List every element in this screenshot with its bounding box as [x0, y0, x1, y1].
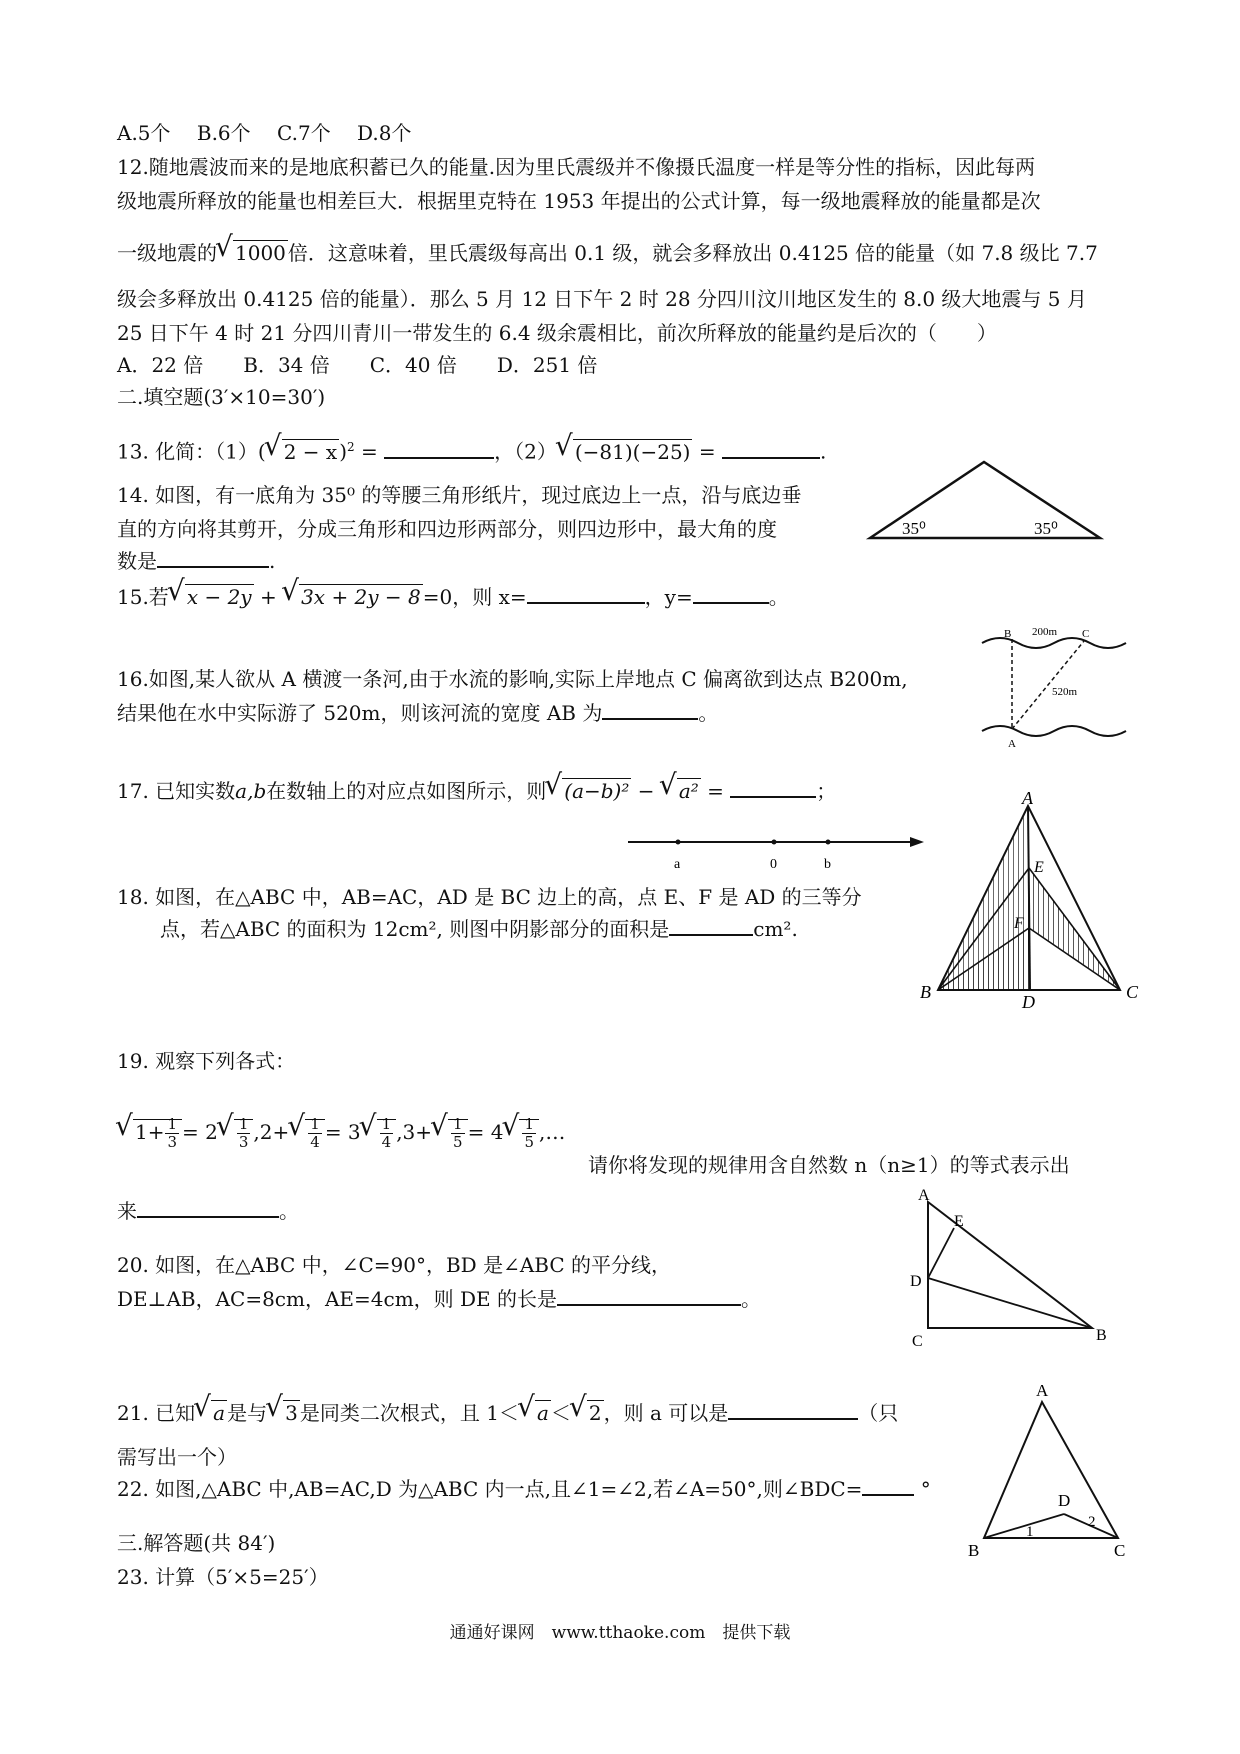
q19-c3: = 4 — [467, 1120, 504, 1144]
q20-fig-a: A — [918, 1187, 930, 1204]
q19-d3b: 5 — [524, 1133, 534, 1151]
q18-figure-triangle — [918, 788, 1148, 1012]
q15-blank-x[interactable] — [527, 584, 645, 604]
q19-frac2 — [308, 1116, 322, 1151]
q17-sqrt1-content: (a−b)² — [564, 779, 630, 803]
q17-post: 在数轴上的对应点如图所示，则 — [266, 779, 547, 803]
q16-blank[interactable] — [602, 700, 698, 720]
q19-line3-text: 来 — [117, 1199, 137, 1223]
q18-line2-pre: 点，若△ABC 的面积为 12cm², 则图中阴影部分的面积是 — [160, 917, 670, 941]
q21-sqrt-a — [197, 1398, 227, 1428]
q12-line1: 12.随地震波而来的是地底积蓄已久的能量.因为里氏震级并不像摄氏温度一样是等分性的指标，因此每两 — [117, 155, 1036, 179]
q13-blank1[interactable] — [384, 439, 494, 459]
q17-point-a — [676, 840, 681, 845]
q12-sqrt — [219, 238, 288, 268]
q16-figure-river — [980, 625, 1130, 753]
q14-line3: 数是 . — [117, 549, 276, 573]
q17-sqrt1 — [548, 776, 631, 806]
page-footer: 通通好课网 www.tthaoke.com 提供下载 — [449, 1623, 791, 1643]
q13-blank2[interactable] — [722, 439, 820, 459]
q20-fig-c: C — [912, 1333, 923, 1350]
q19-blank[interactable] — [137, 1198, 279, 1218]
q21-sqrt-a-content: a — [213, 1401, 226, 1425]
q22-line-bd — [984, 1514, 1064, 1538]
q18-fig-a: A — [1022, 788, 1033, 808]
q20-fig-e: E — [954, 1213, 964, 1230]
q14-fig-angle-right: 35⁰ — [1034, 519, 1058, 538]
q14-blank[interactable] — [157, 548, 269, 568]
q13-mid: ，（2） — [494, 439, 557, 464]
q16-fig-b: B — [1004, 628, 1012, 640]
q21-blank[interactable] — [728, 1400, 858, 1420]
q19-sqrt1b — [220, 1110, 254, 1154]
section2-heading: 二.填空题(3′×10=30′) — [117, 385, 326, 409]
q19-sqrt2 — [291, 1110, 325, 1154]
q19-tail: ,… — [538, 1120, 566, 1144]
q18-fig-c: C — [1126, 982, 1139, 1002]
q12-line3 — [117, 238, 1098, 268]
q20-line2 — [117, 1284, 761, 1314]
q22-fig-b: B — [968, 1541, 980, 1560]
q12-line4: 级会多释放出 0.4125 倍的能量）．那么 5 月 12 日下午 2 时 28 分四川汶川地区发生的 8.0 级大地震与 5 月 — [117, 287, 1087, 311]
q15-sqrt1 — [171, 582, 254, 612]
q17-point-0 — [772, 840, 777, 845]
q19-d3: 5 — [453, 1133, 463, 1151]
q20-line-bd — [928, 1278, 1092, 1328]
q19-equations — [117, 1110, 565, 1154]
q21-line1 — [117, 1398, 898, 1428]
q19-sqrt2b — [363, 1110, 397, 1154]
q20-triangle-acb — [928, 1202, 1092, 1328]
q15-y: ，y= — [644, 585, 693, 609]
q13-sqrt1-content: 2 − x — [283, 439, 338, 464]
q20-line2-text: DE⊥AB，AC=8cm，AE=4cm，则 DE 的长是 — [117, 1287, 558, 1311]
q15-blank-y[interactable] — [693, 584, 769, 604]
q19-frac3 — [451, 1116, 465, 1151]
q22-text: 22. 如图,△ABC 中,AB=AC,D 为△ABC 内一点,且∠1=∠2,若∠A=50°,则∠BDC= — [117, 1477, 863, 1501]
q18-fig-b: B — [920, 982, 931, 1002]
q21-sqrt-3-content: 3 — [285, 1401, 298, 1425]
q22-fig-d: D — [1058, 1491, 1071, 1510]
q20-fig-b: B — [1096, 1327, 1107, 1344]
q15-mid: =0，则 x= — [422, 585, 527, 609]
q19-sqrt3 — [434, 1110, 468, 1154]
q22-line — [117, 1474, 931, 1504]
q17-fig-b: b — [824, 857, 831, 872]
q19-t2: ,2+ — [253, 1120, 290, 1144]
q19-frac1 — [165, 1116, 179, 1151]
q14-figure-triangle — [866, 458, 1106, 544]
q17-number-line — [628, 832, 928, 872]
q16-fig-200: 200m — [1032, 626, 1058, 638]
q19-c1: = 2 — [182, 1120, 218, 1144]
q19-d2b: 4 — [381, 1133, 392, 1151]
q12-line3-post: 倍．这意味着，里氏震级每高出 0.1 级，就会多释放出 0.4125 倍的能量（如 7.8 级比 7.7 — [287, 241, 1098, 265]
q15-pre: 15.若 — [117, 585, 169, 609]
q19-title: 19. 观察下列各式： — [117, 1049, 296, 1073]
q19-n1b: √ 1 — [238, 1115, 249, 1133]
q16-line2: 结果他在水中实际游了 520m，则该河流的宽度 AB 为 。 — [117, 701, 719, 725]
q19-after: 请你将发现的规律用含自然数 n（n≥1）的等式表示出 — [588, 1153, 1070, 1177]
q17-blank[interactable] — [730, 778, 816, 798]
q21-mid3: ，则 a 可以是 — [603, 1401, 729, 1425]
q21-mid2: 是同类二次根式，且 1＜ — [299, 1401, 519, 1425]
q13-sqrt1 — [268, 437, 339, 467]
q20-line-de — [928, 1228, 954, 1278]
q14-fig-angle-left: 35⁰ — [902, 519, 926, 538]
q21-sqrt-2-content: 2 — [588, 1401, 602, 1425]
section3-heading: 三.解答题(共 84′) — [117, 1531, 276, 1555]
q20-blank[interactable] — [557, 1286, 741, 1306]
q19-c2: = 3 — [324, 1120, 361, 1144]
q15-line: 15.若√ x − 2y + √ 3x + 2y − 8 =0，则 x= ，y= 。 — [117, 582, 789, 612]
q19-line3 — [117, 1196, 299, 1226]
q17-fig-a: a — [674, 857, 681, 872]
q16-fig-520: 520m — [1052, 686, 1078, 698]
q19-d1b: 3 — [238, 1133, 249, 1151]
q13-pre: 13. 化简：（1） — [117, 439, 258, 464]
q19-sqrt1 — [119, 1110, 182, 1154]
q20-end: 。 — [741, 1287, 762, 1311]
q13-sqrt2 — [559, 437, 693, 467]
q19-n3b: √ 1 — [524, 1115, 534, 1133]
q19-n2b: √ 1 — [381, 1115, 392, 1133]
q20-fig-d: D — [910, 1273, 922, 1290]
q21-line2: 需写出一个） — [117, 1445, 237, 1469]
q16-fig-c: C — [1082, 628, 1090, 640]
q21-lt: ＜ — [550, 1401, 571, 1425]
q21-sqrt-3 — [269, 1398, 300, 1428]
q19-d2: 4 — [310, 1133, 320, 1151]
q18-fig-e: E — [1034, 859, 1044, 876]
q19-n2: √ 1 — [310, 1115, 320, 1133]
q17-point-b — [826, 840, 831, 845]
q18-line1: 18. 如图，在△ABC 中，AB=AC，AD 是 BC 边上的高，点 E、F 是 AD 的三等分 — [117, 885, 862, 909]
q18-line2 — [160, 914, 798, 944]
q21-mid1: 是与 — [227, 1401, 268, 1425]
q18-fig-d: D — [1022, 992, 1035, 1012]
q16-river-bank-bottom — [982, 726, 1126, 736]
q21-pre: 21. 已知 — [117, 1401, 196, 1425]
q22-fig-2: 2 — [1088, 1514, 1096, 1530]
q16-line2-text: 结果他在水中实际游了 520m，则该河流的宽度 AB 为 — [117, 701, 603, 725]
q22-figure-triangle — [966, 1378, 1126, 1566]
q22-fig-1: 1 — [1026, 1524, 1034, 1540]
q20-figure-right-triangle — [906, 1187, 1126, 1350]
q12-options: A．22 倍 B．34 倍 C．40 倍 D．251 倍 — [117, 353, 598, 377]
q21-post: （只 — [858, 1401, 899, 1425]
q19-t3: ,3+ — [396, 1120, 433, 1144]
q11-options: A.5个 B.6个 C.7个 D.8个 — [117, 121, 412, 145]
q21-sqrt-a2-content: a — [536, 1401, 549, 1425]
q14-line3-text: 数是 — [117, 549, 157, 573]
q12-line3-pre: 一级地震的 — [117, 241, 217, 265]
q22-blank[interactable] — [862, 1476, 914, 1496]
q12-line2: 级地震所释放的能量也相差巨大．根据里克特在 1953 年提出的公式计算，每一级地震释放的能量都是次 — [117, 189, 1041, 213]
q21-sqrt-2 — [573, 1398, 604, 1428]
q18-blank[interactable] — [669, 916, 753, 936]
q22-fig-a: A — [1036, 1381, 1049, 1400]
q15-sqrt2-content: 3x + 2y − 8 — [301, 585, 421, 609]
q19-frac1b — [237, 1116, 251, 1151]
q16-line-ac — [1012, 641, 1084, 729]
q16-line1: 16.如图,某人欲从 A 横渡一条河,由于水流的影响,实际上岸地点 C 偏离欲到达点 B200m, — [117, 667, 908, 691]
q17-sqrt2 — [663, 776, 701, 806]
q16-fig-a: A — [1008, 738, 1016, 750]
q12-sqrt-content: 1000 — [235, 241, 286, 265]
q20-line1: 20. 如图，在△ABC 中，∠C=90°，BD 是∠ABC 的平分线， — [117, 1253, 672, 1277]
q19-n1: 1 — [167, 1115, 178, 1133]
q17-line: 17. 已知实数a,b在数轴上的对应点如图所示，则√ (a−b)² − √ a² = ； — [117, 776, 836, 806]
q14-line2: 直的方向将其剪开，分成三角形和四边形两部分，则四边形中，最大角的度 — [117, 517, 777, 541]
q19-n3: √ 1 — [453, 1115, 463, 1133]
q18-fig-f: F — [1014, 915, 1024, 932]
q15-sqrt2 — [285, 582, 423, 612]
q15-sqrt1-content: x − 2y — [186, 585, 252, 609]
q21-sqrt-a2 — [521, 1398, 551, 1428]
q13-sqrt2-content: (−81)(−25) — [574, 439, 691, 464]
q19-d1: 3 — [167, 1133, 178, 1151]
q22-end: ° — [920, 1477, 931, 1501]
q17-vars: a,b — [235, 779, 267, 803]
q19-t1: 1+ — [135, 1120, 165, 1144]
q19-end: 。 — [279, 1199, 299, 1223]
q17-pre: 17. 已知实数 — [117, 779, 236, 803]
q22-fig-c: C — [1114, 1541, 1126, 1560]
q14-line1: 14. 如图，有一底角为 35⁰ 的等腰三角形纸片，现过底边上一点，沿与底边垂 — [117, 483, 802, 507]
q19-sqrt3b — [505, 1110, 539, 1154]
q23-heading: 23. 计算（5′×5=25′） — [117, 1565, 329, 1589]
q19-frac2b — [380, 1116, 394, 1151]
q19-frac3b — [522, 1116, 536, 1151]
q18-line2-post: cm². — [753, 917, 798, 941]
q12-line5: 25 日下午 4 时 21 分四川青川一带发生的 6.4 级余震相比，前次所释放的能量约是后次的（ ） — [117, 321, 997, 345]
q17-sqrt2-content: a² — [678, 779, 699, 803]
q13-line: 13. 化简：（1）(√ 2 − x )$^2$ = ，（2）√ (−81)(−25) = . — [117, 432, 826, 467]
q17-fig-0: 0 — [770, 857, 777, 872]
